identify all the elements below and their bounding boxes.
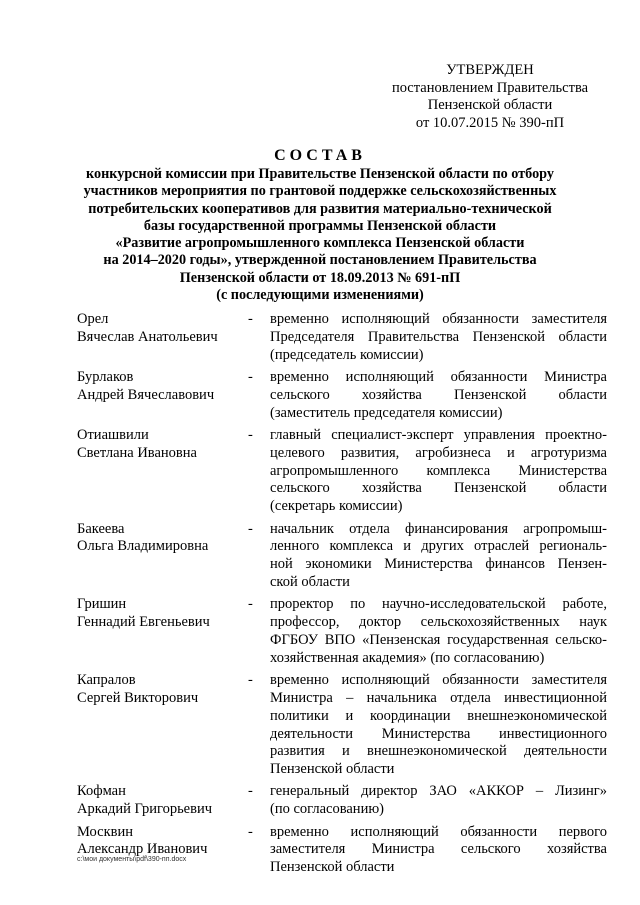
position-line: ской области [270,573,350,590]
approval-line: от 10.07.2015 № 390-пП [415,114,565,131]
member-position [270,311,607,364]
position-line: (заместитель председателя комиссии) [270,404,503,421]
member-given-names: Андрей Вячеславович [77,386,215,403]
file-path-footer: c:\мои документы\pdf\390-пп.docx [77,856,187,863]
position-line: ной экономики Министерства финансов Пензен- [270,556,607,573]
position-line: хозяйственная академия» (по согласованию) [270,649,545,666]
position-line: сельского хозяйства Пензенской области [270,386,607,403]
member-given-names: Сергей Викторович [77,689,199,706]
position-line: временно исполняющий обязанности заместителя [270,672,607,689]
member-surname: Бакеева [77,520,125,537]
member-position [270,824,607,877]
position-line: профессор, доктор сельскохозяйственных наук [270,614,607,631]
position-line: заместителя Министра сельского хозяйства [270,841,607,858]
member-name [77,672,248,779]
position-line: Председателя Правительства Пензенской области [270,328,607,345]
position-line: ленного комплекса и других отраслей региональ- [270,538,607,555]
position-line: деятельности Министерства инвестиционного [270,725,607,742]
approval-stamp [360,62,620,132]
member-given-names: Ольга Владимировна [77,538,209,555]
member-dash: - [248,672,253,689]
member-dash: - [248,426,253,443]
heading-line: конкурсной комиссии при Правительстве Пензенской области по отбору [86,166,554,182]
member-surname: Орел [77,311,109,327]
heading-line: «Развитие агропромышленного комплекса Пензенской области [115,235,525,252]
position-line: развития и внешнеэкономической деятельности [270,743,607,760]
member-row [77,521,607,592]
position-line: генеральный директор ЗАО «АККОР – Лизинг» [270,783,607,800]
member-row [77,783,607,819]
member-dash: - [248,520,253,537]
document-title: СОСТАВ [274,147,366,164]
position-line: Министра – начальника отдела инвестиционной [270,689,607,706]
member-position [270,596,607,667]
member-surname: Гришин [77,596,127,613]
member-surname: Бурлаков [77,368,134,385]
position-line: начальник отдела финансирования агропромыш- [270,520,607,537]
position-line: проректор по научно-исследовательской работе, [270,596,607,613]
member-name [77,427,248,516]
member-given-names: Геннадий Евгеньевич [77,614,210,631]
position-line: временно исполняющий обязанности первого [270,823,607,840]
heading-line: базы государственной программы Пензенской области [143,217,497,234]
position-line: Пензенской области [270,859,395,876]
member-dash: - [248,783,253,800]
commission-members-list [77,311,607,882]
member-row [77,427,607,516]
position-line: агропромышленного комплекса Министерства [270,462,607,479]
heading-line: участников мероприятия по грантовой поддержке сельскохозяйственных [83,183,557,200]
position-line: (председатель комиссии) [270,346,424,363]
member-given-names: Александр Иванович [77,841,208,858]
member-name [77,369,248,422]
member-name [77,824,248,877]
position-line: ФГБОУ ВПО «Пензенская государственная сельско- [270,631,607,648]
member-surname: Отиашвили [77,426,149,443]
position-line: временно исполняющий обязанности заместителя [270,311,607,327]
member-row [77,672,607,779]
member-given-names: Светлана Ивановна [77,444,197,461]
member-position [270,672,607,779]
member-dash: - [248,823,253,840]
member-position [270,369,607,422]
member-surname: Капралов [77,672,136,689]
member-dash: - [248,368,253,385]
member-surname: Москвин [77,823,133,840]
position-line: целевого развития, агробизнеса и агротуризма [270,444,607,461]
heading-line: потребительских кооперативов для развития материально-технической [88,200,552,217]
approval-line: постановлением Правительства [391,79,589,96]
member-name [77,311,248,364]
position-line: (по согласованию) [270,801,384,818]
member-name [77,521,248,592]
member-surname: Кофман [77,783,126,800]
member-given-names: Вячеслав Анатольевич [77,328,218,345]
member-row [77,824,607,877]
heading-line: на 2014–2020 годы», утвержденной постановлением Правительства [103,252,537,269]
approval-line: УТВЕРЖДЕН [446,62,534,78]
member-row [77,311,607,364]
position-line: временно исполняющий обязанности Министра [270,368,607,385]
document-heading [60,146,580,304]
member-row [77,369,607,422]
position-line: Пензенской области [270,761,395,778]
position-line: сельского хозяйства Пензенской области [270,480,607,497]
member-row [77,596,607,667]
member-position [270,427,607,516]
member-position [270,521,607,592]
heading-line: (с последующими изменениями) [216,287,424,304]
position-line: главный специалист-эксперт управления проектно- [270,426,607,443]
position-line: (секретарь комиссии) [270,498,403,515]
heading-line: Пензенской области от 18.09.2013 № 691-пП [179,269,461,286]
member-dash: - [248,311,253,327]
member-given-names: Аркадий Григорьевич [77,801,213,818]
position-line: политики и координации внешнеэкономической [270,707,607,724]
approval-line: Пензенской области [427,97,553,113]
member-name [77,783,248,819]
member-dash: - [248,596,253,613]
member-name [77,596,248,667]
member-position [270,783,607,819]
